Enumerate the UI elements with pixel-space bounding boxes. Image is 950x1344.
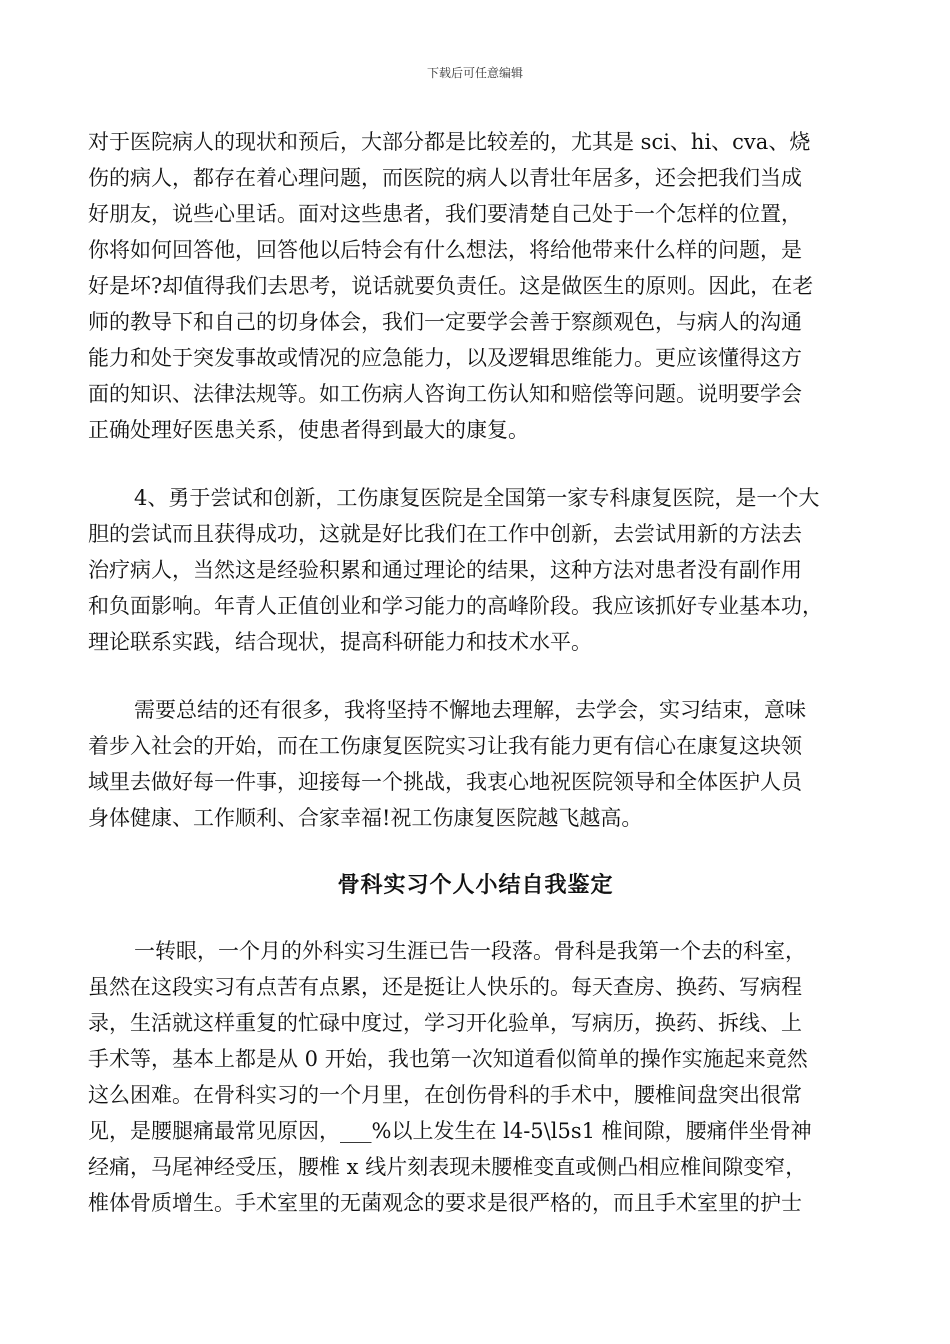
text-line: 4、勇于尝试和创新，工伤康复医院是全国第一家专科康复医院，是一个大: [134, 486, 820, 510]
text-line: 能力和处于突发事故或情况的应急能力，以及逻辑思维能力。更应该懂得这方: [88, 346, 802, 370]
text-line: 需要总结的还有很多，我将坚持不懈地去理解，去学会，实习结束，意味: [134, 698, 806, 722]
text-line: 和负面影响。年青人正值创业和学习能力的高峰阶段。我应该抓好专业基本功，: [88, 594, 823, 618]
paragraph-gap: [88, 660, 863, 692]
text-line: 好是坏?却值得我们去思考，说话就要负责任。这是做医生的原则。因此，在老: [88, 274, 814, 298]
text-line: 师的教导下和自己的切身体会，我们一定要学会善于察颜观色，与病人的沟通: [88, 310, 802, 334]
text-line: 录，生活就这样重复的忙碌中度过，学习开化验单，写病历，换药、拆线、上: [88, 1011, 802, 1035]
text-line: 一转眼，一个月的外科实习生涯已告一段落。骨科是我第一个去的科室，: [134, 939, 806, 963]
document-body: [88, 124, 863, 1221]
text-line: 胆的尝试而且获得成功，这就是好比我们在工作中创新，去尝试用新的方法去: [88, 522, 802, 546]
text-line: 虽然在这段实习有点苦有点累，还是挺让人快乐的。每天查房、换药、写病程: [88, 975, 802, 999]
text-line: 经痛，马尾神经受压，腰椎 x 线片刻表现未腰椎变直或侧凸相应椎间隙变窄，: [88, 1155, 807, 1179]
text-line: 身体健康、工作顺利、合家幸福!祝工伤康复医院越飞越高。: [88, 806, 643, 830]
text-line: 着步入社会的开始，而在工伤康复医院实习让我有能力更有信心在康复这块领: [88, 734, 802, 758]
text-line: 治疗病人，当然这是经验积累和通过理论的结果，这种方法对患者没有副作用: [88, 558, 802, 582]
text-line: 椎体骨质增生。手术室里的无菌观念的要求是很严格的，而且手术室里的护士: [88, 1191, 802, 1215]
text-line: 你将如何回答他，回答他以后特会有什么想法，将给他带来什么样的问题，是: [88, 238, 802, 262]
paragraph-orthopedics-summary: [88, 933, 863, 1221]
text-line: 对于医院病人的现状和预后，大部分都是比较差的，尤其是 sci、hi、cva、烧: [88, 130, 811, 154]
text-line: 见，是腰腿痛最常见原因，___%以上发生在 l4-5\l5s1 椎间隙，腰痛伴坐骨神: [88, 1119, 812, 1143]
text-line: 域里去做好每一件事，迎接每一个挑战，我衷心地祝医院领导和全体医护人员: [88, 770, 802, 794]
text-line: 正确处理好医患关系，使患者得到最大的康复。: [88, 418, 529, 442]
text-line: 手术等，基本上都是从 0 开始，我也第一次知道看似简单的操作实施起来竟然: [88, 1047, 808, 1071]
text-line: 这么困难。在骨科实习的一个月里，在创伤骨科的手术中，腰椎间盘突出很常: [88, 1083, 802, 1107]
title-gap: [88, 903, 863, 933]
text-line: 面的知识、法律法规等。如工伤病人咨询工伤认知和赔偿等问题。说明要学会: [88, 382, 802, 406]
text-line: 好朋友，说些心里话。面对这些患者，我们要清楚自己处于一个怎样的位置，: [88, 202, 802, 226]
text-line: 伤的病人，都存在着心理问题，而医院的病人以青壮年居多，还会把我们当成: [88, 166, 802, 190]
text-line: 理论联系实践，结合现状，提高科研能力和技术水平。: [88, 630, 592, 654]
paragraph-conclusion: [88, 692, 863, 836]
title-gap: [88, 836, 863, 867]
page-header-note: 下载后可任意编辑: [426, 66, 523, 80]
section-title: 骨科实习个人小结自我鉴定: [337, 872, 614, 898]
paragraph-gap: [88, 448, 863, 480]
paragraph-patient-psychology: [88, 124, 863, 448]
paragraph-innovation: [88, 480, 863, 660]
